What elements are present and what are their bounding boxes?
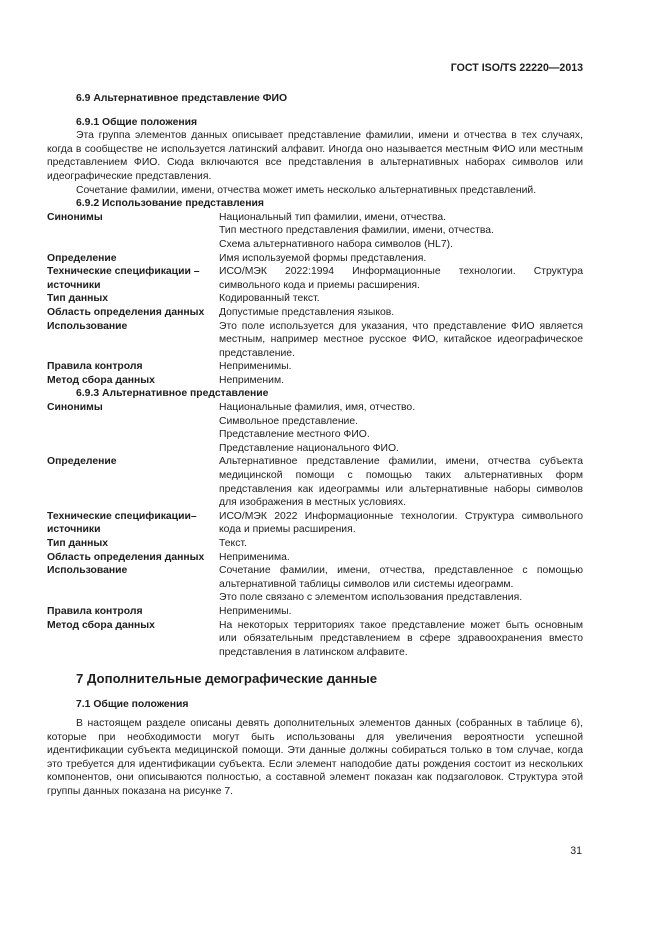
- subsection-heading-6-9-1: 6.9.1 Общие положения: [76, 116, 198, 128]
- field-value: [219, 537, 583, 551]
- field-value: [219, 510, 583, 537]
- attribute-table-6-9-2: [47, 211, 583, 388]
- field-label: Использование: [47, 320, 128, 332]
- field-label: Технические спецификации – источники: [47, 266, 200, 291]
- field-value-line: Это поле используется для указания, что представление ФИО является местным, например местное русское ФИО, китайское идеографическое представление.: [219, 320, 583, 359]
- field-label: Область определения данных: [47, 306, 205, 318]
- attribute-table-6-9-3: [47, 401, 583, 659]
- field-value: [219, 320, 583, 361]
- field-value-line: Национальные фамилия, имя, отчество.: [219, 402, 416, 414]
- field-value: [219, 360, 583, 374]
- field-value-line: Представление местного ФИО.: [219, 429, 370, 441]
- field-value-line: Тип местного представления фамилии, имени, отчества.: [219, 225, 494, 237]
- field-value-line: ИСО/МЭК 2022:1994 Информационные технологии. Структура символьного кода и приемы расширения.: [219, 266, 583, 291]
- field-value-line: Схема альтернативного набора символов (HL7).: [219, 238, 453, 250]
- field-value: [219, 374, 583, 388]
- subsection-heading-6-9-2: 6.9.2 Использование представления: [76, 198, 264, 210]
- field-label: Определение: [47, 252, 117, 264]
- field-label: Правила контроля: [47, 605, 143, 617]
- field-label: Область определения данных: [47, 551, 205, 563]
- field-value-line: Текст.: [219, 538, 247, 549]
- document-code-header: ГОСТ ISO/TS 22220—2013: [450, 62, 583, 74]
- field-label: Метод сбора данных: [47, 619, 155, 631]
- subsection-heading-7-1: 7.1 Общие положения: [76, 699, 189, 711]
- field-value: [219, 619, 583, 660]
- field-label: Использование: [47, 565, 128, 577]
- paragraph-6-9-1-intro: Эта группа элементов данных описывает представление фамилии, имени и отчества в тех случаях, когда в сообществе не используется латинский алфавит. Иногда оно называется местным ФИО или местным представлением ФИО. Сюда включаются все представления в альтернативных наборах символов или идеографические представления.: [47, 130, 583, 182]
- field-value-line: Неприменимы.: [219, 361, 292, 373]
- field-value-line: Альтернативное представление фамилии, имени, отчества субъекта медицинской помощи с помощью таких альтернативных форм представления как идеограммы или альтернативные наборы символов для изображения в местных условиях.: [219, 456, 583, 509]
- field-value-line: Сочетание фамилии, имени, отчества, представленное с помощью альтернативной таблицы символов или системы идеограмм.: [219, 565, 583, 590]
- section-heading-6-9: 6.9 Альтернативное представление ФИО: [76, 93, 288, 104]
- paragraph-7-1: В настоящем разделе описаны девять дополнительных элементов данных (собранных в таблице 6), которые при необходимости могут быть использованы для увеличения вероятности успешной идентификации субъекта медицинской помощи. Эти данные должны собираться только в том случае, когда это требуется для идентификации субъекта. Если элемент наподобие даты рождения состоит из нескольких компонентов, они описываются полностью, а составной элемент показан как подзаголовок. Структура этой группы данных показана на рисунке 7.: [47, 717, 583, 797]
- field-label: Метод сбора данных: [47, 374, 155, 386]
- section-heading-7: 7 Дополнительные демографические данные: [76, 671, 378, 687]
- field-label: Синонимы: [47, 211, 103, 223]
- field-label: Тип данных: [47, 538, 109, 549]
- field-value: [219, 564, 583, 605]
- paragraph-6-9-1-note: Сочетание фамилии, имени, отчества может иметь несколько альтернативных представлений.: [76, 184, 537, 196]
- field-value-line: Неприменимы.: [219, 605, 292, 617]
- field-value: [219, 455, 583, 509]
- field-value: [219, 292, 583, 306]
- field-value-line: ИСО/МЭК 2022 Информационные технологии. Структура символьного кода и приемы расширения.: [219, 510, 583, 536]
- field-value: [219, 401, 583, 455]
- field-label: Тип данных: [47, 293, 109, 305]
- field-value-line: Символьное представление.: [219, 415, 359, 427]
- field-label: Определение: [47, 456, 117, 468]
- field-value: [219, 306, 583, 320]
- field-value: [219, 265, 583, 292]
- field-value-line: Кодированный текст.: [219, 293, 320, 305]
- page-number: 31: [570, 845, 582, 857]
- subsection-heading-6-9-3: 6.9.3 Альтернативное представление: [76, 388, 269, 400]
- field-value-line: Имя используемой формы представления.: [219, 252, 427, 264]
- field-value-line: Это поле связано с элементом использования представления.: [219, 592, 523, 604]
- field-label: Технические спецификации– источники: [47, 510, 197, 536]
- field-value: [219, 551, 583, 565]
- field-value-line: Национальный тип фамилии, имени, отчества.: [219, 211, 447, 223]
- field-value-line: Неприменима.: [219, 551, 290, 563]
- field-value-line: На некоторых территориях такое представление может быть основным или обязательным представлением в сфере здравоохранения вместо представления в латинском алфавите.: [219, 619, 583, 658]
- field-value-line: Неприменим.: [219, 374, 284, 386]
- field-value-line: Допустимые представления языков.: [219, 306, 395, 318]
- field-value-line: Представление национального ФИО.: [219, 442, 399, 454]
- field-value: [219, 252, 583, 266]
- field-label: Правила контроля: [47, 361, 143, 373]
- page-content: [47, 92, 583, 799]
- field-value: [219, 211, 583, 252]
- field-label: Синонимы: [47, 402, 103, 414]
- field-value: [219, 605, 583, 619]
